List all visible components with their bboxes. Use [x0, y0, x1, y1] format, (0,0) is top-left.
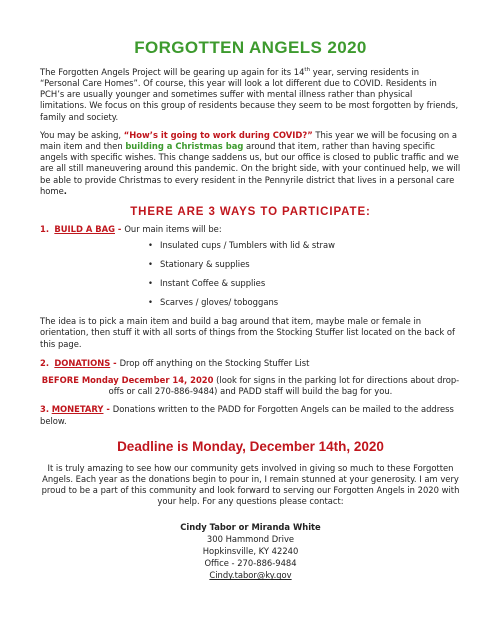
- contact-phone: Office - 270-886-9484: [204, 558, 297, 569]
- covid-paragraph: You may be asking, “How’s it going to work during COVID?” This year we will be focusing on a main item and then building a Christmas bag around that item, rather than having specific angels with specific wishes. This change saddens us, but our office is closed to public traffic and we are all still maneuvering around this pandemic. On the bright side, with your continued help, we will be able to provide Christmas to every resident in the Pennyrile district that lives in a personal care home.: [40, 129, 461, 196]
- main-items-list: [40, 240, 461, 308]
- covid-question: “How’s it going to work during COVID?”: [123, 129, 313, 140]
- list-item: • Instant Coffee & supplies: [148, 278, 266, 289]
- bullet-icon: •: [148, 259, 153, 270]
- list-item: • Stationary & supplies: [148, 259, 250, 270]
- contact-block: [40, 521, 461, 582]
- bullet-icon: •: [148, 240, 153, 251]
- monetary-heading: MONETARY: [51, 404, 104, 415]
- contact-name: Cindy Tabor or Miranda White: [180, 521, 321, 532]
- list-item: • Scarves / gloves/ toboggans: [148, 297, 279, 308]
- way-monetary: 3. MONETARY - Donations written to the PADD for Forgotten Angels can be mailed to the address below.: [40, 404, 454, 426]
- way-donations: 2. DONATIONS - Drop off anything on the Stocking Stuffer List: [40, 357, 310, 368]
- page-title: FORGOTTEN ANGELS 2020: [134, 38, 367, 57]
- contact-email-link[interactable]: Cindy.tabor@ky.gov: [209, 570, 292, 581]
- donations-heading: DONATIONS: [54, 357, 111, 368]
- donations-deadline-note: BEFORE Monday December 14, 2020 (look for signs in the parking lot for directions about drop-offs or call 270-886-9484) and PADD staff will build the bag for you.: [41, 375, 460, 397]
- build-a-bag-explanation: The idea is to pick a main item and build a bag around that item, maybe male or female in orientation, then stuff it with all sorts of things from the Stocking Stuffer list located on the back of this page.: [40, 316, 455, 349]
- bullet-icon: •: [148, 278, 153, 289]
- list-item: • Insulated cups / Tumblers with lid & straw: [148, 240, 335, 251]
- contact-street: 300 Hammond Drive: [206, 533, 295, 544]
- contact-city: Hopkinsville, KY 42240: [202, 546, 299, 557]
- christmas-bag-highlight: building a Christmas bag: [125, 141, 244, 152]
- bullet-icon: •: [148, 297, 153, 308]
- way-build-a-bag: 1. BUILD A BAG - Our main items will be:: [40, 224, 222, 235]
- closing-paragraph: It is truly amazing to see how our community gets involved in giving so much to these Forgotten Angels. Each year as the donations begin to pour in, I remain stunned at your generosity. I am very proud to be a part of this community and look forward to serving our Forgotten Angels in 2020 with your help. For any questions please contact:: [41, 462, 460, 507]
- intro-paragraph: The Forgotten Angels Project will be gearing up again for its 14th year, serving residents in “Personal Care Homes”. Of course, this year will look a lot different due to COVID. Residents in PCH’s are usually younger and sometimes suffer with mental illness rather than physical limitations. We focus on this group of residents because they seem to be most forgotten by friends, family and society.: [40, 66, 459, 122]
- deadline-heading: Deadline is Monday, December 14th, 2020: [117, 438, 384, 454]
- build-a-bag-heading: BUILD A BAG: [54, 224, 115, 235]
- ways-heading: THERE ARE 3 WAYS TO PARTICIPATE:: [130, 206, 371, 219]
